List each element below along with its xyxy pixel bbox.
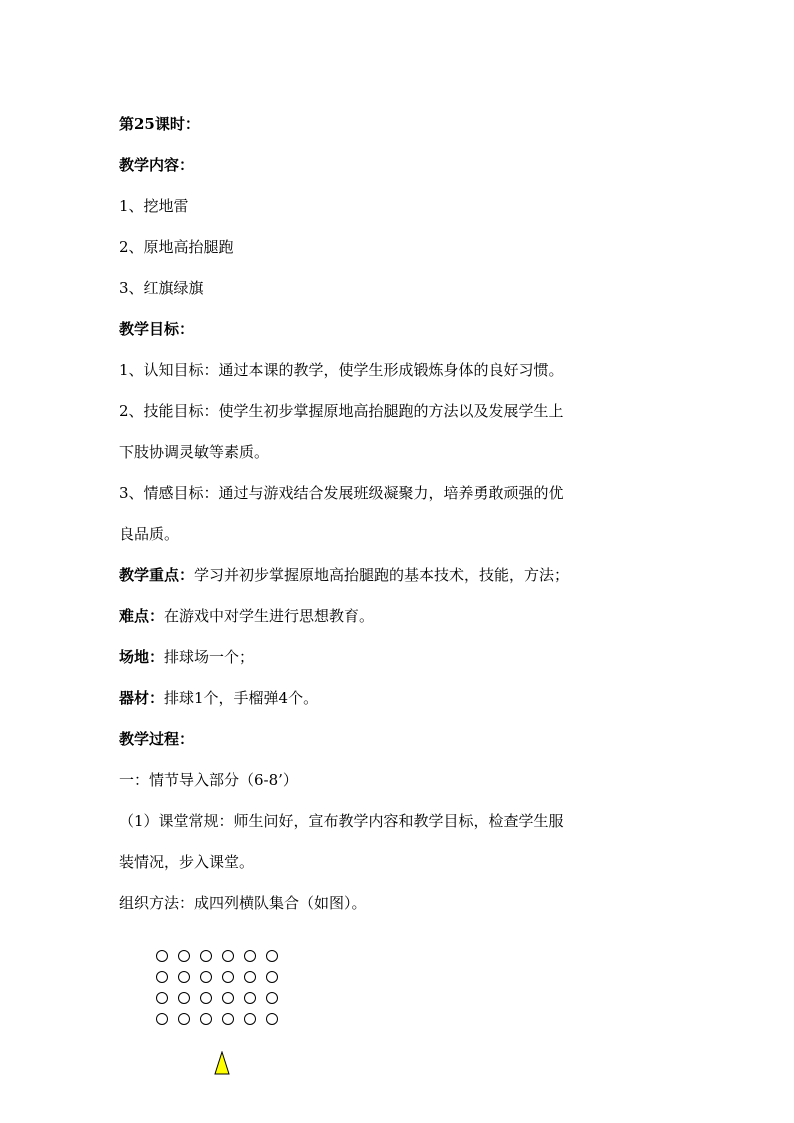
circle-icon <box>222 971 234 983</box>
venue-label: 场地： <box>119 648 165 666</box>
circle-icon <box>200 992 212 1004</box>
circle-icon <box>266 1013 278 1025</box>
formation-row <box>156 945 296 966</box>
equipment <box>119 678 679 719</box>
equipment-label: 器材： <box>119 689 165 707</box>
goal-cognitive: 1、认知目标：通过本课的教学，使学生形成锻炼身体的良好习惯。 <box>119 361 564 379</box>
circle-icon <box>222 1013 234 1025</box>
circle-icon <box>244 971 256 983</box>
difficulty-text: 在游戏中对学生进行思想教育。 <box>164 607 375 625</box>
document-body <box>119 104 679 924</box>
goals-heading: 教学目标： <box>119 320 195 338</box>
circle-icon <box>156 1013 168 1025</box>
content-heading: 教学内容： <box>119 156 195 174</box>
organization-method: 组织方法：成四列横队集合（如图）。 <box>119 894 367 912</box>
circle-icon <box>178 950 190 962</box>
key-point-text: 学习并初步掌握原地高抬腿跑的基本技术，技能，方法； <box>194 566 570 584</box>
circle-icon <box>156 971 168 983</box>
venue-text: 排球场一个； <box>164 648 255 666</box>
difficulty <box>119 596 679 637</box>
circle-icon <box>200 971 212 983</box>
circle-icon <box>266 950 278 962</box>
triangle-icon <box>214 1051 230 1075</box>
circle-icon <box>222 950 234 962</box>
content-item-3: 3、红旗绿旗 <box>119 279 204 297</box>
circle-icon <box>200 950 212 962</box>
circle-icon <box>178 1013 190 1025</box>
lesson-title: 第25课时： <box>119 115 200 133</box>
process-heading: 教学过程： <box>119 730 195 748</box>
content-item-2: 2、原地高抬腿跑 <box>119 238 234 256</box>
content-item-1: 1、挖地雷 <box>119 197 189 215</box>
formation-row <box>156 1008 296 1029</box>
circle-icon <box>244 992 256 1004</box>
circle-icon <box>266 971 278 983</box>
equipment-text: 排球1个，手榴弹4个。 <box>164 689 319 707</box>
difficulty-label: 难点： <box>119 607 165 625</box>
formation-row <box>156 987 296 1008</box>
section-intro: 一：情节导入部分（6-8’） <box>119 771 298 789</box>
circle-icon <box>244 950 256 962</box>
goal-skill-line1: 2、技能目标：使学生初步掌握原地高抬腿跑的方法以及发展学生上 <box>119 402 564 420</box>
key-point <box>119 555 679 596</box>
circle-icon <box>178 992 190 1004</box>
goal-emotion-line1: 3、情感目标：通过与游戏结合发展班级凝聚力，培养勇敢顽强的优 <box>119 484 564 502</box>
key-point-label: 教学重点： <box>119 566 195 584</box>
circle-icon <box>156 992 168 1004</box>
circle-icon <box>244 1013 256 1025</box>
goal-emotion-line2: 良品质。 <box>119 525 180 543</box>
formation-diagram <box>156 945 296 1029</box>
circle-icon <box>178 971 190 983</box>
circle-icon <box>156 950 168 962</box>
routine-line1: （1）课堂常规：师生问好，宣布教学内容和教学目标，检查学生服 <box>119 812 564 830</box>
routine-line2: 装情况，步入课堂。 <box>119 853 255 871</box>
venue <box>119 637 679 678</box>
goal-skill-line2: 下肢协调灵敏等素质。 <box>119 443 270 461</box>
circle-icon <box>222 992 234 1004</box>
circle-icon <box>200 1013 212 1025</box>
formation-row <box>156 966 296 987</box>
circle-icon <box>266 992 278 1004</box>
